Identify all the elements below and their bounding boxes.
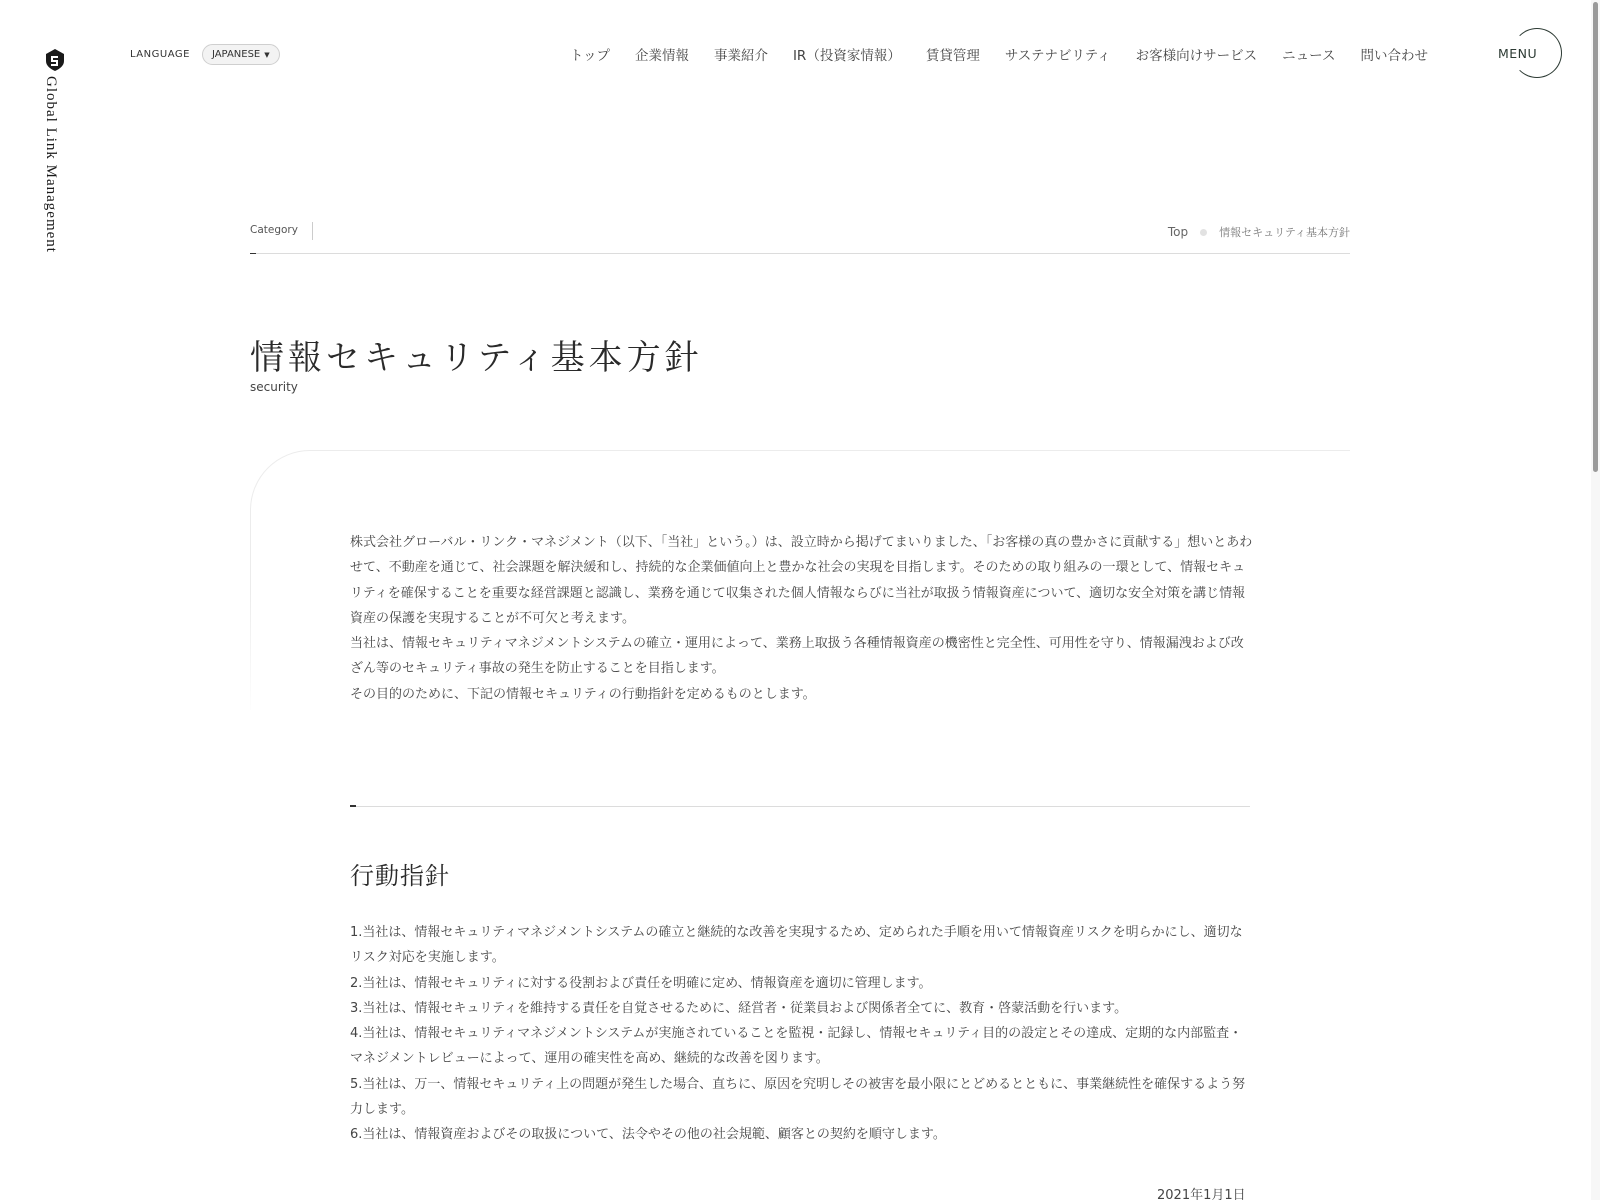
language-label: LANGUAGE xyxy=(130,49,190,60)
intro-paragraph: その目的のために、下記の情報セキュリティの行動指針を定めるものとします。 xyxy=(350,686,816,702)
nav-item-customer-services[interactable]: お客様向けサービス xyxy=(1135,48,1258,64)
card-border-fade xyxy=(249,591,253,721)
breadcrumb-top-link[interactable]: Top xyxy=(1167,225,1189,239)
scrollbar[interactable] xyxy=(1591,0,1600,1200)
policy-item: 3.当社は、情報セキュリティを維持する責任を自覚させるために、経営者・従業員および関係者全てに、教育・啓蒙活動を行います。 xyxy=(350,1000,1128,1016)
menu-label: MENU xyxy=(1498,45,1538,61)
category-bar xyxy=(250,220,1350,254)
caret-down-icon: ▼ xyxy=(264,50,270,59)
menu-button[interactable] xyxy=(1490,28,1560,78)
brand-logo-link[interactable] xyxy=(40,48,70,253)
policy-list xyxy=(350,920,1255,1148)
category-label: Category xyxy=(250,224,298,236)
breadcrumb-current: 情報セキュリティ基本方針 xyxy=(1219,226,1350,239)
global-nav xyxy=(570,44,1428,64)
nav-item-news[interactable]: ニュース xyxy=(1282,48,1336,64)
dot-icon xyxy=(1200,229,1207,236)
page-title: 情報セキュリティ基本方針 xyxy=(250,338,703,378)
nav-item-sustainability[interactable]: サステナビリティ xyxy=(1004,48,1111,64)
nav-item-top[interactable]: トップ xyxy=(569,48,610,64)
breadcrumb xyxy=(1168,224,1350,240)
language-select[interactable] xyxy=(202,44,280,65)
category-divider xyxy=(312,222,313,240)
nav-item-contact[interactable]: 問い合わせ xyxy=(1360,48,1428,64)
brand-logo-icon xyxy=(43,48,67,72)
section-title: 行動指針 xyxy=(350,862,450,890)
page-subtitle: security xyxy=(250,380,298,394)
section-divider-tick xyxy=(350,805,356,807)
scrollbar-thumb[interactable] xyxy=(1593,2,1598,472)
intro-text xyxy=(350,530,1255,707)
nav-item-company[interactable]: 企業情報 xyxy=(634,48,689,64)
language-selected: JAPANESE xyxy=(211,49,261,60)
brand-name: Global Link Management xyxy=(43,76,59,253)
language-switcher xyxy=(130,44,280,65)
nav-item-rental-management[interactable]: 賃貸管理 xyxy=(925,48,980,64)
policy-date: 2021年1月1日 xyxy=(1157,1188,1246,1200)
section-divider xyxy=(350,806,1250,807)
policy-item: 6.当社は、情報資産およびその取扱について、法令やその他の社会規範、顧客との契約を順守します。 xyxy=(350,1127,946,1143)
policy-item: 4.当社は、情報セキュリティマネジメントシステムが実施されていることを監視・記録し、情報セキュリティ目的の設定とその達成、定期的な内部監査・マネジメントレビューによって、運用の確実性を高め、継続的な改善を図ります。 xyxy=(350,1026,1243,1067)
policy-item: 1.当社は、情報セキュリティマネジメントシステムの確立と継続的な改善を実現するため、定められた手順を用いて情報資産リスクを明らかにし、適切なリスク対応を実施します。 xyxy=(350,925,1243,966)
nav-item-business[interactable]: 事業紹介 xyxy=(713,48,768,64)
intro-paragraph: 当社は、情報セキュリティマネジメントシステムの確立・運用によって、業務上取扱う各種情報資産の機密性と完全性、可用性を守り、情報漏洩および改ざん等のセキュリティ事故の発生を防止することを目指します。 xyxy=(350,636,1244,677)
category-rule-tick xyxy=(250,253,256,254)
policy-item: 5.当社は、万一、情報セキュリティ上の問題が発生した場合、直ちに、原因を究明しその被害を最小限にとどめるとともに、事業継続性を確保するよう努力します。 xyxy=(350,1076,1246,1118)
nav-item-ir[interactable]: IR（投資家情報） xyxy=(792,48,901,64)
policy-item: 2.当社は、情報セキュリティに対する役割および責任を明確に定め、情報資産を適切に管理します。 xyxy=(350,975,932,991)
intro-paragraph: 株式会社グローバル・リンク・マネジメント（以下、「当社」という。）は、設立時から掲げてまいりました、「お客様の真の豊かさに貢献する」想いとあわせて、不動産を通じて、社会課題を解決緩和し、持続的な企業価値向上と豊かな社会の実現を目指します。そのための取り組みの一環として、情報セキュリティを確保することを重要な経営課題と認識し、業務を通じて収集された個人情報ならびに当社が取扱う情報資産について、適切な安全対策を講じ情報資産の保護を実現することが不可欠と考えます。 xyxy=(350,535,1253,626)
